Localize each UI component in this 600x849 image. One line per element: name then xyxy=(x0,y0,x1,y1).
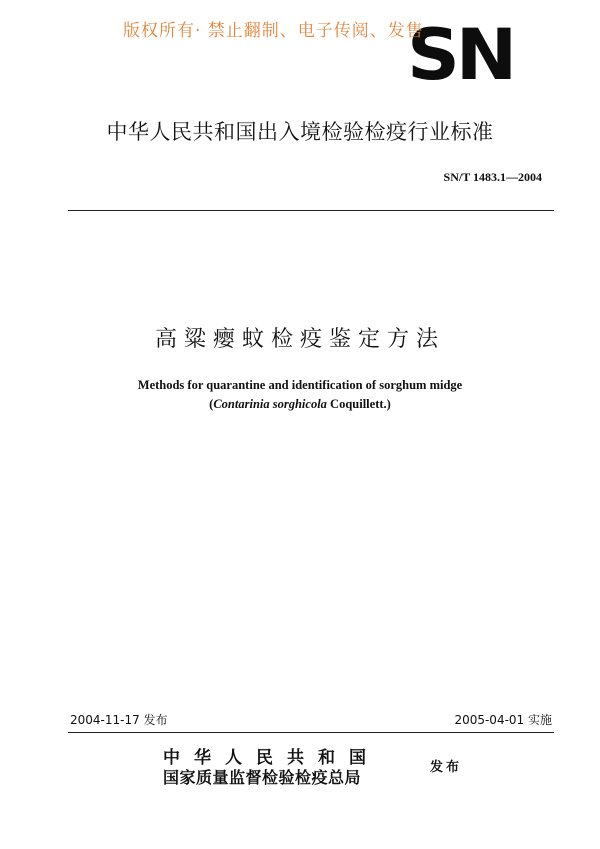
document-title-chinese: 高粱瘿蚊检疫鉴定方法 xyxy=(154,327,445,352)
publisher-agency: 国家质量监督检验检疫总局 xyxy=(163,768,362,787)
species-author: Coquillett. xyxy=(326,397,387,411)
sn-logo: SN xyxy=(407,14,514,96)
standard-code: SN/T 1483.1—2004 xyxy=(443,170,542,184)
implementation-date: 2005-04-01 实施 xyxy=(454,713,552,727)
species-name: Contarinia sorghicola xyxy=(213,397,327,411)
subtitle-open-paren: ( xyxy=(209,397,214,411)
copyright-watermark: 版权所有· 禁止翻制、电子传阅、发售 xyxy=(123,21,424,41)
document-subtitle-english xyxy=(0,396,600,412)
publisher-country: 中华人民共和国 xyxy=(163,748,380,768)
issue-date: 2004-11-17 发布 xyxy=(70,713,168,727)
publish-label: 发布 xyxy=(430,760,463,775)
subtitle-close-paren: ) xyxy=(386,397,391,411)
top-divider xyxy=(68,210,554,211)
standard-issuer-heading: 中华人民共和国出入境检验检疫行业标准 xyxy=(106,120,494,144)
bottom-divider xyxy=(68,732,554,733)
document-title-english: Methods for quarantine and identification of sorghum midge xyxy=(137,378,463,392)
